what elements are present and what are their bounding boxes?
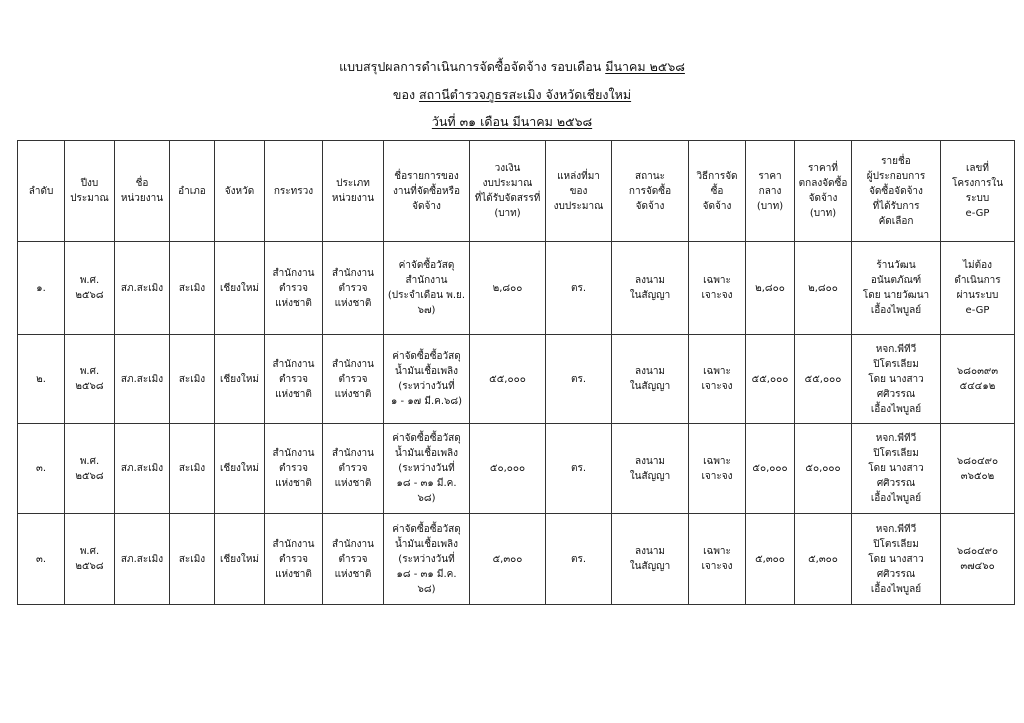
cell-budget: ๕๕,๐๐๐ bbox=[470, 335, 546, 424]
cell-line: ตำรวจ bbox=[338, 282, 368, 294]
cell-line: เจาะจง bbox=[701, 470, 733, 482]
cell-line: พ.ศ. bbox=[79, 455, 100, 467]
column-header bbox=[546, 141, 612, 242]
cell-district: สะเมิง bbox=[170, 242, 215, 335]
cell-line: ๖๘) bbox=[417, 583, 436, 595]
cell-line: ตำรวจ bbox=[338, 373, 368, 385]
cell-method bbox=[689, 242, 746, 335]
cell-line: ตำรวจ bbox=[279, 553, 308, 565]
column-header bbox=[612, 141, 689, 242]
cell-unit-type bbox=[323, 335, 384, 424]
cell-line: ในสัญญา bbox=[629, 561, 671, 572]
cell-line: การจัดซื้อ bbox=[628, 185, 672, 197]
cell-line: เฉพาะ bbox=[703, 455, 731, 467]
cell-line: (ระหว่างวันที่ bbox=[398, 463, 455, 474]
cell-line: น้ำมันเชื้อเพลิง bbox=[394, 538, 459, 550]
cell-line: ๖๘๐๔๙๐ bbox=[956, 546, 999, 557]
cell-agreed-price: ๒,๘๐๐ bbox=[795, 242, 852, 335]
cell-fiscal bbox=[65, 242, 115, 335]
cell-line: สำนักงาน bbox=[272, 448, 315, 459]
cell-budget: ๕๐,๐๐๐ bbox=[470, 424, 546, 514]
cell-method bbox=[689, 424, 746, 514]
cell-line: ๖๘๐๓๙๓ bbox=[956, 366, 999, 377]
cell-no: ๓. bbox=[18, 424, 65, 514]
cell-line: จัดจ้าง bbox=[635, 200, 665, 212]
cell-line: ของ bbox=[569, 185, 588, 197]
column-header bbox=[795, 141, 852, 242]
cell-line: ลงนาม bbox=[634, 366, 666, 377]
cell-line: หจก.พีทีวี bbox=[875, 433, 917, 444]
cell-line: ๑๘ - ๓๑ มี.ค. bbox=[396, 478, 457, 489]
cell-line: เจาะจง bbox=[701, 561, 733, 572]
cell-line: โดย นางสาว bbox=[868, 463, 924, 474]
date-line: วันที่ ๓๑ เดือน มีนาคม ๒๕๖๘ bbox=[431, 114, 593, 129]
cell-line: ศศิวรรณ bbox=[876, 568, 916, 580]
cell-vendor bbox=[852, 424, 941, 514]
cell-line: จัดจ้าง bbox=[412, 200, 441, 212]
cell-line: ๑๘ - ๓๑ มี.ค. bbox=[396, 568, 457, 580]
cell-line: ๑ - ๑๗ มี.ค.๖๘) bbox=[391, 396, 462, 407]
cell-province: เชียงใหม่ bbox=[215, 514, 265, 605]
cell-line: ตำรวจ bbox=[338, 553, 368, 565]
cell-line: ในสัญญา bbox=[629, 290, 671, 301]
cell-line: สำนักงาน bbox=[405, 275, 448, 286]
cell-line: หจก.พีทีวี bbox=[875, 523, 917, 535]
cell-line: เอื้องไพบูลย์ bbox=[870, 403, 922, 415]
cell-line: โดย นางสาว bbox=[868, 373, 924, 385]
cell-line: แห่งชาติ bbox=[334, 297, 372, 309]
cell-line: แห่งชาติ bbox=[275, 568, 312, 580]
cell-item bbox=[384, 335, 470, 424]
cell-line: โดย นายวัฒนา bbox=[862, 290, 930, 301]
cell-line: สำนักงาน bbox=[272, 538, 315, 550]
cell-unit-type bbox=[323, 424, 384, 514]
cell-line: เฉพาะ bbox=[703, 275, 731, 286]
cell-line: ราคาที่ bbox=[808, 163, 838, 174]
cell-line: ชื่อ bbox=[135, 178, 149, 189]
cell-line: หจก.พีทีวี bbox=[875, 343, 917, 355]
doc-date bbox=[0, 113, 1024, 131]
cell-ministry bbox=[265, 335, 323, 424]
cell-line: รายชื่อ bbox=[881, 155, 911, 167]
column-header bbox=[215, 141, 265, 242]
cell-line: ปิโตรเลียม bbox=[873, 358, 919, 370]
cell-egp bbox=[941, 242, 1015, 335]
cell-line: จัดซื้อจัดจ้าง bbox=[869, 185, 923, 197]
cell-line: เฉพาะ bbox=[703, 366, 731, 377]
cell-egp bbox=[941, 514, 1015, 605]
cell-line: ร้านวัฒน bbox=[876, 260, 916, 271]
doc-subtitle bbox=[0, 86, 1024, 104]
cell-line: ประมาณ bbox=[70, 193, 109, 204]
cell-line: น้ำมันเชื้อเพลิง bbox=[394, 366, 459, 377]
cell-line: ๒๕๖๘ bbox=[75, 381, 104, 392]
table-row bbox=[18, 424, 1015, 514]
cell-line: โครงการใน bbox=[951, 178, 1004, 189]
cell-no: ๒. bbox=[18, 335, 65, 424]
cell-unit: สภ.สะเมิง bbox=[115, 335, 170, 424]
cell-line: ๕๔๔๑๒ bbox=[959, 381, 996, 392]
cell-agreed-price: ๕,๓๐๐ bbox=[795, 514, 852, 605]
cell-unit: สภ.สะเมิง bbox=[115, 242, 170, 335]
column-header bbox=[115, 141, 170, 242]
cell-line: โดย นางสาว bbox=[868, 553, 924, 565]
cell-line: ที่ได้รับจัดสรรที่ bbox=[474, 193, 541, 204]
cell-line: ๒๕๖๘ bbox=[75, 470, 104, 482]
procurement-table bbox=[17, 140, 1015, 605]
cell-line: แห่งชาติ bbox=[334, 478, 372, 489]
cell-median-price: ๕๐,๐๐๐ bbox=[746, 424, 795, 514]
cell-line: ๖๘๐๔๙๐ bbox=[956, 455, 999, 467]
cell-line: สถานะ bbox=[635, 170, 665, 182]
cell-line: คัดเลือก bbox=[878, 215, 914, 227]
cell-budget: ๕,๓๐๐ bbox=[470, 514, 546, 605]
cell-agreed-price: ๕๐,๐๐๐ bbox=[795, 424, 852, 514]
cell-line: ตำรวจ bbox=[279, 373, 308, 385]
cell-no: ๓. bbox=[18, 514, 65, 605]
cell-line: งบประมาณ bbox=[482, 178, 533, 189]
cell-line: ที่ได้รับการ bbox=[872, 200, 920, 212]
cell-line: ปิโตรเลียม bbox=[873, 448, 919, 459]
cell-district: สะเมิง bbox=[170, 335, 215, 424]
cell-line: สำนักงาน bbox=[272, 358, 315, 370]
cell-line: (บาท) bbox=[809, 208, 837, 219]
cell-vendor bbox=[852, 335, 941, 424]
cell-line: แห่งชาติ bbox=[334, 568, 372, 580]
cell-line: e-GP bbox=[965, 305, 990, 316]
cell-line: ค่าจัดซื้อวัสดุ bbox=[398, 260, 455, 271]
cell-line: ตำรวจ bbox=[279, 282, 308, 294]
column-header bbox=[265, 141, 323, 242]
column-header bbox=[170, 141, 215, 242]
cell-median-price: ๒,๘๐๐ bbox=[746, 242, 795, 335]
table-row bbox=[18, 242, 1015, 335]
cell-district: สะเมิง bbox=[170, 514, 215, 605]
cell-line: แห่งชาติ bbox=[275, 478, 312, 489]
cell-line: ตกลงจัดซื้อ bbox=[798, 178, 848, 189]
cell-method bbox=[689, 335, 746, 424]
cell-line: พ.ศ. bbox=[79, 366, 100, 377]
cell-line: ตำรวจ bbox=[279, 463, 308, 474]
cell-line: จัดจ้าง bbox=[702, 200, 732, 212]
cell-line: (บาท) bbox=[494, 208, 521, 219]
cell-line: แห่งชาติ bbox=[275, 388, 312, 400]
cell-line: แห่งชาติ bbox=[334, 388, 372, 400]
cell-line: สำนักงาน bbox=[332, 538, 374, 550]
cell-line: พ.ศ. bbox=[79, 275, 100, 286]
table-row bbox=[18, 335, 1015, 424]
cell-line: ศศิวรรณ bbox=[876, 388, 916, 400]
cell-line: เฉพาะ bbox=[703, 546, 731, 557]
table-row bbox=[18, 514, 1015, 605]
column-header bbox=[65, 141, 115, 242]
cell-median-price: ๕,๓๐๐ bbox=[746, 514, 795, 605]
cell-fiscal bbox=[65, 335, 115, 424]
table-body bbox=[18, 242, 1015, 605]
cell-source: ตร. bbox=[546, 424, 612, 514]
cell-ministry bbox=[265, 514, 323, 605]
cell-line: เอื้องไพบูลย์ bbox=[870, 493, 922, 504]
cell-line: ศศิวรรณ bbox=[876, 478, 916, 489]
cell-line: ค่าจัดซื้อซื้อวัสดุ bbox=[392, 523, 461, 535]
cell-line: กลาง bbox=[758, 185, 782, 197]
cell-item bbox=[384, 514, 470, 605]
cell-item bbox=[384, 242, 470, 335]
cell-fiscal bbox=[65, 424, 115, 514]
cell-line: วิธีการจัด bbox=[696, 170, 738, 182]
column-header bbox=[746, 141, 795, 242]
cell-unit: สภ.สะเมิง bbox=[115, 514, 170, 605]
cell-line: ลำดับ bbox=[28, 185, 54, 197]
cell-line: จังหวัด bbox=[224, 185, 255, 197]
cell-ministry bbox=[265, 242, 323, 335]
column-header bbox=[852, 141, 941, 242]
cell-line: สำนักงาน bbox=[272, 267, 315, 279]
cell-line: ค่าจัดซื้อซื้อวัสดุ bbox=[392, 351, 461, 362]
cell-line: งบประมาณ bbox=[553, 200, 604, 212]
cell-line: เจาะจง bbox=[701, 290, 733, 301]
cell-vendor bbox=[852, 514, 941, 605]
cell-line: พ.ศ. bbox=[79, 546, 100, 557]
column-header bbox=[384, 141, 470, 242]
cell-line: เอื้องไพบูลย์ bbox=[870, 583, 922, 595]
cell-no: ๑. bbox=[18, 242, 65, 335]
cell-line: เอื้องไพบูลย์ bbox=[870, 305, 922, 316]
cell-line: สำนักงาน bbox=[332, 267, 374, 279]
cell-unit-type bbox=[323, 514, 384, 605]
cell-line: จัดจ้าง bbox=[808, 193, 838, 204]
cell-line: ๓๗๔๖๐ bbox=[960, 561, 995, 572]
cell-line: (บาท) bbox=[756, 200, 784, 212]
column-header bbox=[689, 141, 746, 242]
cell-line: เลขที่ bbox=[966, 163, 989, 174]
cell-agreed-price: ๕๕,๐๐๐ bbox=[795, 335, 852, 424]
cell-method bbox=[689, 514, 746, 605]
cell-item bbox=[384, 424, 470, 514]
cell-line: หน่วยงาน bbox=[331, 193, 375, 204]
title-month: มีนาคม ๒๕๖๘ bbox=[605, 59, 685, 74]
cell-line: ไม่ต้อง bbox=[962, 260, 992, 271]
doc-title bbox=[0, 58, 1024, 76]
cell-line: อนันตภัณฑ์ bbox=[870, 275, 922, 286]
cell-line: อำเภอ bbox=[178, 185, 206, 197]
cell-province: เชียงใหม่ bbox=[215, 242, 265, 335]
column-header bbox=[470, 141, 546, 242]
subtitle-prefix: ของ bbox=[392, 87, 420, 102]
cell-median-price: ๕๕,๐๐๐ bbox=[746, 335, 795, 424]
cell-unit: สภ.สะเมิง bbox=[115, 424, 170, 514]
cell-source: ตร. bbox=[546, 335, 612, 424]
title-prefix: แบบสรุปผลการดำเนินการจัดซื้อจัดจ้าง รอบเดือน bbox=[339, 59, 606, 74]
cell-vendor bbox=[852, 242, 941, 335]
cell-line: งานที่จัดซื้อหรือ bbox=[392, 185, 461, 197]
cell-line: ผู้ประกอบการ bbox=[866, 170, 926, 182]
cell-line: (ระหว่างวันที่ bbox=[398, 553, 455, 565]
cell-status bbox=[612, 335, 689, 424]
cell-source: ตร. bbox=[546, 242, 612, 335]
cell-line: ลงนาม bbox=[634, 546, 666, 557]
cell-line: ระบบ bbox=[965, 193, 990, 204]
cell-line: วงเงิน bbox=[494, 163, 521, 174]
cell-line: ซื้อ bbox=[710, 185, 724, 197]
cell-fiscal bbox=[65, 514, 115, 605]
cell-source: ตร. bbox=[546, 514, 612, 605]
cell-line: ประเภท bbox=[336, 178, 370, 189]
cell-line: ๖๗) bbox=[417, 305, 436, 316]
cell-line: ราคา bbox=[758, 170, 782, 182]
cell-status bbox=[612, 424, 689, 514]
cell-line: แหล่งที่มา bbox=[557, 170, 600, 182]
cell-line: e-GP bbox=[965, 208, 990, 219]
cell-line: ชื่อรายการของ bbox=[394, 170, 459, 182]
cell-line: สำนักงาน bbox=[332, 358, 374, 370]
cell-line: กระทรวง bbox=[273, 185, 314, 197]
cell-egp bbox=[941, 335, 1015, 424]
cell-line: ๖๘) bbox=[417, 493, 436, 504]
cell-line: ตำรวจ bbox=[338, 463, 368, 474]
cell-line: สำนักงาน bbox=[332, 448, 374, 459]
cell-egp bbox=[941, 424, 1015, 514]
cell-line: ปิโตรเลียม bbox=[873, 538, 919, 550]
cell-unit-type bbox=[323, 242, 384, 335]
cell-line: ดำเนินการ bbox=[954, 275, 1001, 286]
column-header bbox=[941, 141, 1015, 242]
cell-line: ในสัญญา bbox=[629, 381, 671, 392]
cell-line: ๓๖๕๐๒ bbox=[960, 470, 995, 482]
cell-line: ๒๕๖๘ bbox=[75, 561, 104, 572]
cell-line: น้ำมันเชื้อเพลิง bbox=[394, 448, 459, 459]
cell-status bbox=[612, 242, 689, 335]
cell-line: ปีงบ bbox=[80, 178, 99, 189]
cell-line: ค่าจัดซื้อซื้อวัสดุ bbox=[392, 433, 461, 444]
cell-province: เชียงใหม่ bbox=[215, 424, 265, 514]
cell-line: แห่งชาติ bbox=[275, 297, 312, 309]
cell-line: เจาะจง bbox=[701, 381, 733, 392]
cell-budget: ๒,๘๐๐ bbox=[470, 242, 546, 335]
cell-line: (ระหว่างวันที่ bbox=[398, 381, 455, 392]
column-header bbox=[323, 141, 384, 242]
station-name: สถานีตำรวจภูธรสะเมิง จังหวัดเชียงใหม่ bbox=[419, 87, 632, 102]
cell-line: ลงนาม bbox=[634, 275, 666, 286]
cell-district: สะเมิง bbox=[170, 424, 215, 514]
cell-status bbox=[612, 514, 689, 605]
cell-line: ลงนาม bbox=[634, 455, 666, 467]
column-header bbox=[18, 141, 65, 242]
cell-line: (ประจำเดือน พ.ย. bbox=[387, 290, 466, 301]
header-row bbox=[18, 141, 1015, 242]
cell-line: หน่วยงาน bbox=[120, 193, 164, 204]
cell-line: ผ่านระบบ bbox=[956, 290, 999, 301]
cell-province: เชียงใหม่ bbox=[215, 335, 265, 424]
cell-ministry bbox=[265, 424, 323, 514]
cell-line: ๒๕๖๘ bbox=[75, 290, 104, 301]
cell-line: ในสัญญา bbox=[629, 470, 671, 482]
